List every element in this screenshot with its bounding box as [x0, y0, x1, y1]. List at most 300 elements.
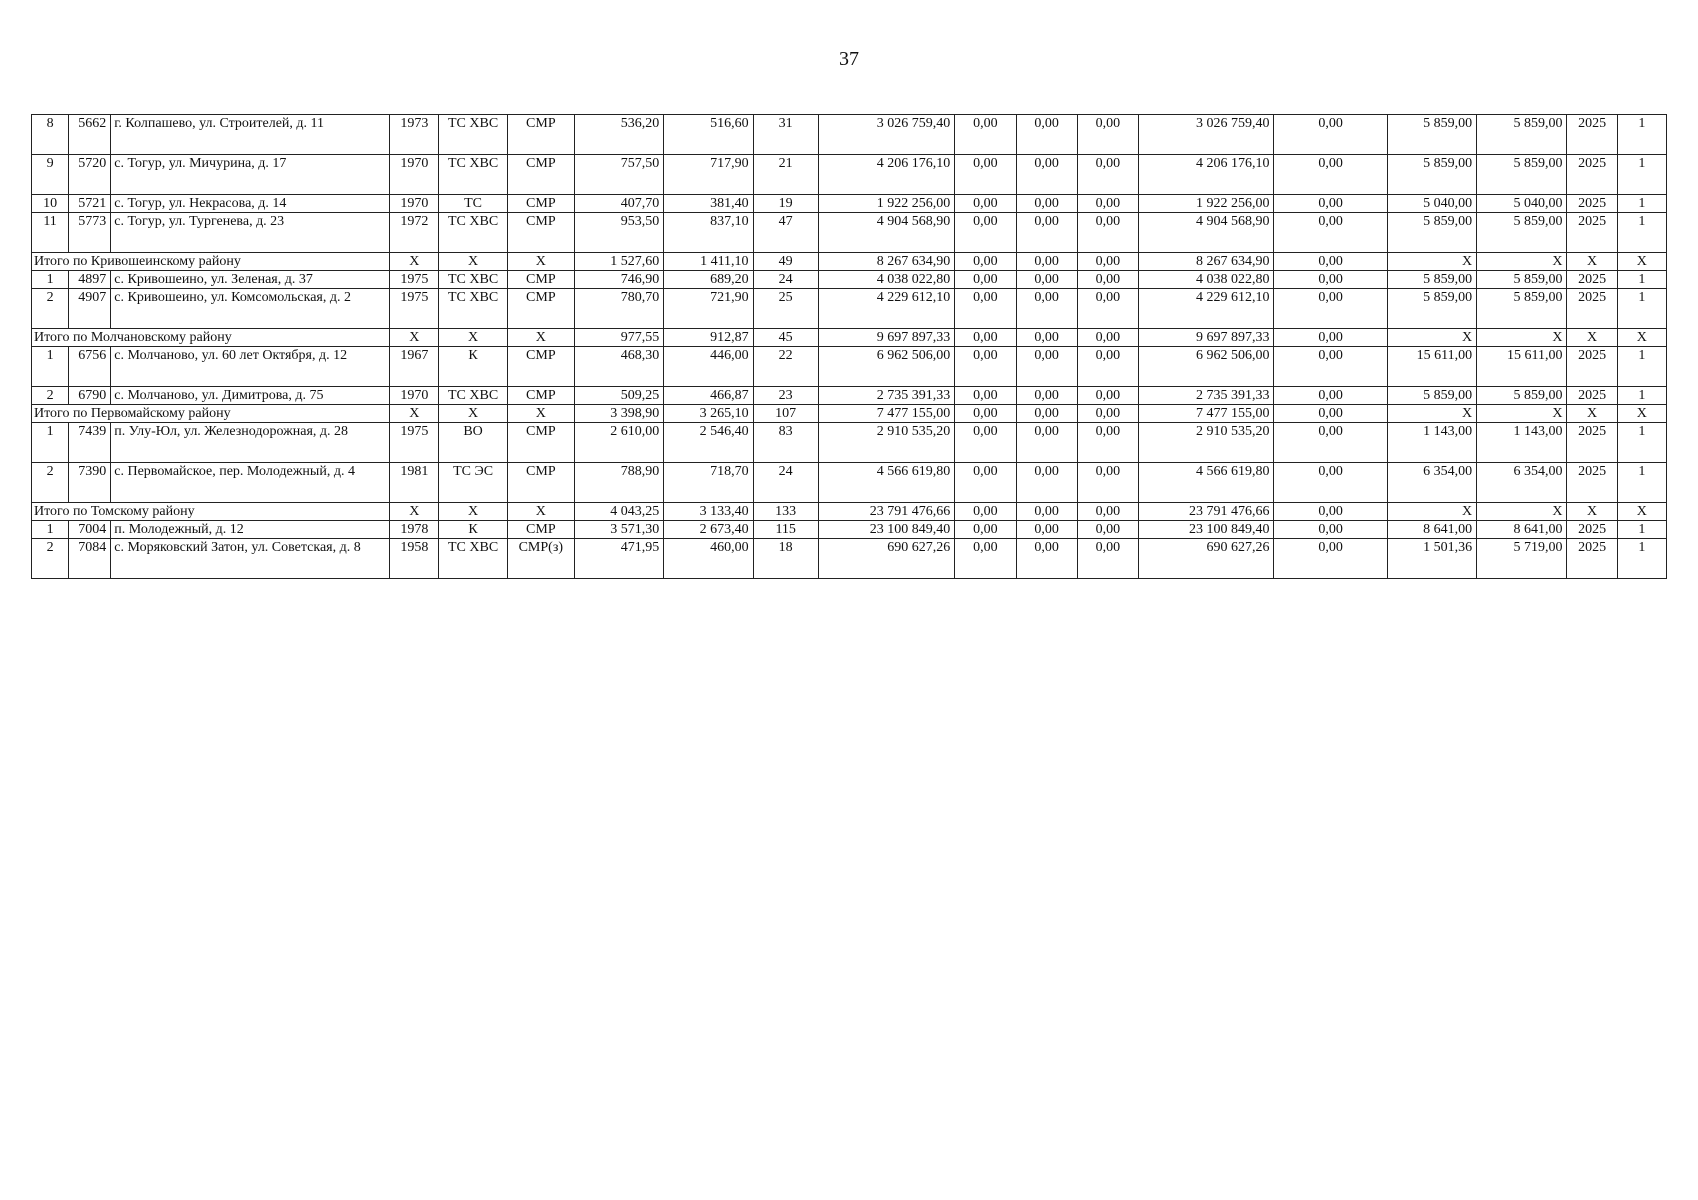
address-cell: п. Молодежный, д. 12	[111, 521, 390, 539]
local-budget-cell: 0,00	[1077, 521, 1138, 539]
federal-fund-cell: 0,00	[955, 271, 1016, 289]
system-cell: ТС ХВС	[439, 213, 507, 253]
year-cell: 1975	[390, 289, 439, 329]
system-cell: ТС ХВС	[439, 271, 507, 289]
other-funds-cell: 0,00	[1274, 503, 1387, 521]
unit-cost-limit-cell: 5 859,00	[1477, 387, 1567, 405]
work-type-cell: СМР	[507, 271, 574, 289]
unit-cost-limit-cell: X	[1477, 329, 1567, 347]
living-area-cell: 837,10	[664, 213, 753, 253]
residents-cell: 107	[753, 405, 818, 423]
building-id-cell: 7390	[69, 463, 111, 503]
row-number-cell: 11	[32, 213, 69, 253]
unit-cost-cell: X	[1387, 253, 1476, 271]
unit-cost-cell: 6 354,00	[1387, 463, 1476, 503]
unit-cost-cell: 5 040,00	[1387, 195, 1476, 213]
owners-funds-cell: 2 910 535,20	[1138, 423, 1273, 463]
local-budget-cell: 0,00	[1077, 115, 1138, 155]
owners-funds-cell: 23 100 849,40	[1138, 521, 1273, 539]
stage-cell: 1	[1617, 271, 1666, 289]
address-cell: с. Кривошеино, ул. Комсомольская, д. 2	[111, 289, 390, 329]
table-row	[32, 347, 1667, 387]
table-row	[32, 195, 1667, 213]
address-cell: с. Тогур, ул. Тургенева, д. 23	[111, 213, 390, 253]
stage-cell: X	[1617, 329, 1666, 347]
total-cost-cell: 2 910 535,20	[818, 423, 955, 463]
total-area-cell: 3 571,30	[574, 521, 663, 539]
unit-cost-cell: 5 859,00	[1387, 115, 1476, 155]
stage-cell: 1	[1617, 115, 1666, 155]
owners-funds-cell: 4 904 568,90	[1138, 213, 1273, 253]
owners-funds-cell: 690 627,26	[1138, 539, 1273, 579]
system-cell: ТС ХВС	[439, 115, 507, 155]
plan-year-cell: 2025	[1567, 213, 1617, 253]
other-funds-cell: 0,00	[1274, 115, 1387, 155]
year-cell: 1973	[390, 115, 439, 155]
residents-cell: 83	[753, 423, 818, 463]
unit-cost-cell: 15 611,00	[1387, 347, 1476, 387]
residents-cell: 23	[753, 387, 818, 405]
unit-cost-limit-cell: 8 641,00	[1477, 521, 1567, 539]
residents-cell: 31	[753, 115, 818, 155]
address-cell: п. Улу-Юл, ул. Железнодорожная, д. 28	[111, 423, 390, 463]
district-total-label: Итого по Молчановскому району	[32, 329, 390, 347]
work-type-cell: СМР	[507, 423, 574, 463]
residents-cell: 115	[753, 521, 818, 539]
living-area-cell: 718,70	[664, 463, 753, 503]
total-cost-cell: 6 962 506,00	[818, 347, 955, 387]
federal-fund-cell: 0,00	[955, 463, 1016, 503]
total-cost-cell: 690 627,26	[818, 539, 955, 579]
address-cell: с. Моряковский Затон, ул. Советская, д. 8	[111, 539, 390, 579]
federal-fund-cell: 0,00	[955, 289, 1016, 329]
year-cell: 1970	[390, 195, 439, 213]
year-cell: 1970	[390, 387, 439, 405]
work-type-cell: СМР(з)	[507, 539, 574, 579]
page-number: 37	[839, 48, 859, 70]
system-cell: ТС ХВС	[439, 539, 507, 579]
total-area-cell: 780,70	[574, 289, 663, 329]
unit-cost-cell: 5 859,00	[1387, 213, 1476, 253]
local-budget-cell: 0,00	[1077, 387, 1138, 405]
unit-cost-limit-cell: 5 859,00	[1477, 115, 1567, 155]
local-budget-cell: 0,00	[1077, 423, 1138, 463]
row-number-cell: 2	[32, 539, 69, 579]
total-cost-cell: 3 026 759,40	[818, 115, 955, 155]
local-budget-cell: 0,00	[1077, 347, 1138, 387]
building-id-cell: 4907	[69, 289, 111, 329]
plan-year-cell: 2025	[1567, 539, 1617, 579]
work-type-cell: СМР	[507, 155, 574, 195]
residents-cell: 45	[753, 329, 818, 347]
federal-fund-cell: 0,00	[955, 539, 1016, 579]
other-funds-cell: 0,00	[1274, 195, 1387, 213]
row-number-cell: 8	[32, 115, 69, 155]
other-funds-cell: 0,00	[1274, 405, 1387, 423]
unit-cost-limit-cell: 5 859,00	[1477, 155, 1567, 195]
local-budget-cell: 0,00	[1077, 289, 1138, 329]
federal-fund-cell: 0,00	[955, 423, 1016, 463]
plan-year-cell: 2025	[1567, 289, 1617, 329]
work-type-cell: СМР	[507, 521, 574, 539]
row-number-cell: 2	[32, 289, 69, 329]
total-area-cell: 2 610,00	[574, 423, 663, 463]
stage-cell: X	[1617, 253, 1666, 271]
regional-budget-cell: 0,00	[1016, 405, 1077, 423]
building-id-cell: 5662	[69, 115, 111, 155]
owners-funds-cell: 4 038 022,80	[1138, 271, 1273, 289]
row-number-cell: 1	[32, 271, 69, 289]
district-total-row	[32, 405, 1667, 423]
year-cell: 1981	[390, 463, 439, 503]
address-cell: с. Молчаново, ул. Димитрова, д. 75	[111, 387, 390, 405]
work-type-cell: СМР	[507, 289, 574, 329]
federal-fund-cell: 0,00	[955, 503, 1016, 521]
total-area-cell: 757,50	[574, 155, 663, 195]
table-row	[32, 387, 1667, 405]
local-budget-cell: 0,00	[1077, 463, 1138, 503]
unit-cost-cell: X	[1387, 329, 1476, 347]
year-cell: 1975	[390, 423, 439, 463]
federal-fund-cell: 0,00	[955, 155, 1016, 195]
total-cost-cell: 4 904 568,90	[818, 213, 955, 253]
regional-budget-cell: 0,00	[1016, 503, 1077, 521]
federal-fund-cell: 0,00	[955, 253, 1016, 271]
system-cell: К	[439, 347, 507, 387]
work-type-cell: СМР	[507, 387, 574, 405]
living-area-cell: 381,40	[664, 195, 753, 213]
stage-cell: 1	[1617, 539, 1666, 579]
plan-year-cell: 2025	[1567, 387, 1617, 405]
local-budget-cell: 0,00	[1077, 405, 1138, 423]
unit-cost-cell: 8 641,00	[1387, 521, 1476, 539]
local-budget-cell: 0,00	[1077, 539, 1138, 579]
plan-year-cell: X	[1567, 253, 1617, 271]
owners-funds-cell: 4 229 612,10	[1138, 289, 1273, 329]
plan-year-cell: 2025	[1567, 155, 1617, 195]
total-area-cell: 953,50	[574, 213, 663, 253]
living-area-cell: 460,00	[664, 539, 753, 579]
table-row	[32, 115, 1667, 155]
address-cell: г. Колпашево, ул. Строителей, д. 11	[111, 115, 390, 155]
unit-cost-cell: 1 143,00	[1387, 423, 1476, 463]
total-area-cell: 4 043,25	[574, 503, 663, 521]
work-type-cell: СМР	[507, 213, 574, 253]
other-funds-cell: 0,00	[1274, 387, 1387, 405]
capital-repair-register-table	[31, 114, 1667, 579]
table-row	[32, 539, 1667, 579]
unit-cost-cell: 5 859,00	[1387, 387, 1476, 405]
system-cell: ТС ХВС	[439, 387, 507, 405]
residents-cell: 18	[753, 539, 818, 579]
other-funds-cell: 0,00	[1274, 423, 1387, 463]
federal-fund-cell: 0,00	[955, 115, 1016, 155]
living-area-cell: 446,00	[664, 347, 753, 387]
total-area-cell: 1 527,60	[574, 253, 663, 271]
other-funds-cell: 0,00	[1274, 155, 1387, 195]
unit-cost-limit-cell: 15 611,00	[1477, 347, 1567, 387]
stage-cell: X	[1617, 405, 1666, 423]
district-total-row	[32, 253, 1667, 271]
year-cell: 1970	[390, 155, 439, 195]
total-area-cell: 536,20	[574, 115, 663, 155]
work-type-cell: X	[507, 503, 574, 521]
total-area-cell: 788,90	[574, 463, 663, 503]
residents-cell: 133	[753, 503, 818, 521]
row-number-cell: 2	[32, 387, 69, 405]
total-cost-cell: 9 697 897,33	[818, 329, 955, 347]
other-funds-cell: 0,00	[1274, 539, 1387, 579]
regional-budget-cell: 0,00	[1016, 347, 1077, 387]
work-type-cell: X	[507, 253, 574, 271]
owners-funds-cell: 7 477 155,00	[1138, 405, 1273, 423]
regional-budget-cell: 0,00	[1016, 271, 1077, 289]
table-row	[32, 289, 1667, 329]
total-cost-cell: 4 038 022,80	[818, 271, 955, 289]
total-cost-cell: 23 791 476,66	[818, 503, 955, 521]
living-area-cell: 2 673,40	[664, 521, 753, 539]
living-area-cell: 717,90	[664, 155, 753, 195]
local-budget-cell: 0,00	[1077, 195, 1138, 213]
system-cell: X	[439, 503, 507, 521]
living-area-cell: 2 546,40	[664, 423, 753, 463]
plan-year-cell: 2025	[1567, 271, 1617, 289]
living-area-cell: 1 411,10	[664, 253, 753, 271]
residents-cell: 22	[753, 347, 818, 387]
living-area-cell: 516,60	[664, 115, 753, 155]
unit-cost-limit-cell: 5 859,00	[1477, 289, 1567, 329]
plan-year-cell: 2025	[1567, 521, 1617, 539]
living-area-cell: 721,90	[664, 289, 753, 329]
total-area-cell: 746,90	[574, 271, 663, 289]
total-cost-cell: 4 229 612,10	[818, 289, 955, 329]
work-type-cell: СМР	[507, 347, 574, 387]
building-id-cell: 4897	[69, 271, 111, 289]
work-type-cell: СМР	[507, 463, 574, 503]
owners-funds-cell: 1 922 256,00	[1138, 195, 1273, 213]
address-cell: с. Кривошеино, ул. Зеленая, д. 37	[111, 271, 390, 289]
year-cell: 1972	[390, 213, 439, 253]
unit-cost-limit-cell: 1 143,00	[1477, 423, 1567, 463]
residents-cell: 24	[753, 271, 818, 289]
owners-funds-cell: 6 962 506,00	[1138, 347, 1273, 387]
regional-budget-cell: 0,00	[1016, 253, 1077, 271]
building-id-cell: 5720	[69, 155, 111, 195]
other-funds-cell: 0,00	[1274, 463, 1387, 503]
living-area-cell: 466,87	[664, 387, 753, 405]
other-funds-cell: 0,00	[1274, 347, 1387, 387]
district-total-row	[32, 329, 1667, 347]
system-cell: ТС ХВС	[439, 155, 507, 195]
system-cell: ТС	[439, 195, 507, 213]
unit-cost-limit-cell: 5 859,00	[1477, 271, 1567, 289]
regional-budget-cell: 0,00	[1016, 155, 1077, 195]
stage-cell: 1	[1617, 423, 1666, 463]
total-cost-cell: 4 566 619,80	[818, 463, 955, 503]
address-cell: с. Тогур, ул. Мичурина, д. 17	[111, 155, 390, 195]
regional-budget-cell: 0,00	[1016, 521, 1077, 539]
local-budget-cell: 0,00	[1077, 253, 1138, 271]
other-funds-cell: 0,00	[1274, 329, 1387, 347]
federal-fund-cell: 0,00	[955, 405, 1016, 423]
owners-funds-cell: 4 566 619,80	[1138, 463, 1273, 503]
federal-fund-cell: 0,00	[955, 521, 1016, 539]
year-cell: X	[390, 329, 439, 347]
other-funds-cell: 0,00	[1274, 253, 1387, 271]
system-cell: ТС ЭС	[439, 463, 507, 503]
owners-funds-cell: 4 206 176,10	[1138, 155, 1273, 195]
residents-cell: 47	[753, 213, 818, 253]
address-cell: с. Первомайское, пер. Молодежный, д. 4	[111, 463, 390, 503]
total-cost-cell: 7 477 155,00	[818, 405, 955, 423]
building-id-cell: 5773	[69, 213, 111, 253]
unit-cost-limit-cell: X	[1477, 503, 1567, 521]
table-row	[32, 521, 1667, 539]
residents-cell: 19	[753, 195, 818, 213]
work-type-cell: СМР	[507, 195, 574, 213]
plan-year-cell: 2025	[1567, 195, 1617, 213]
other-funds-cell: 0,00	[1274, 521, 1387, 539]
regional-budget-cell: 0,00	[1016, 115, 1077, 155]
owners-funds-cell: 2 735 391,33	[1138, 387, 1273, 405]
regional-budget-cell: 0,00	[1016, 463, 1077, 503]
residents-cell: 24	[753, 463, 818, 503]
unit-cost-limit-cell: 5 859,00	[1477, 213, 1567, 253]
stage-cell: 1	[1617, 387, 1666, 405]
address-cell: с. Тогур, ул. Некрасова, д. 14	[111, 195, 390, 213]
regional-budget-cell: 0,00	[1016, 539, 1077, 579]
residents-cell: 25	[753, 289, 818, 329]
row-number-cell: 1	[32, 521, 69, 539]
total-cost-cell: 8 267 634,90	[818, 253, 955, 271]
work-type-cell: X	[507, 405, 574, 423]
table-row	[32, 271, 1667, 289]
regional-budget-cell: 0,00	[1016, 195, 1077, 213]
regional-budget-cell: 0,00	[1016, 423, 1077, 463]
unit-cost-limit-cell: X	[1477, 405, 1567, 423]
unit-cost-limit-cell: 6 354,00	[1477, 463, 1567, 503]
work-type-cell: СМР	[507, 115, 574, 155]
unit-cost-cell: X	[1387, 405, 1476, 423]
system-cell: X	[439, 329, 507, 347]
living-area-cell: 689,20	[664, 271, 753, 289]
unit-cost-limit-cell: X	[1477, 253, 1567, 271]
total-cost-cell: 1 922 256,00	[818, 195, 955, 213]
local-budget-cell: 0,00	[1077, 213, 1138, 253]
unit-cost-limit-cell: 5 719,00	[1477, 539, 1567, 579]
federal-fund-cell: 0,00	[955, 347, 1016, 387]
unit-cost-cell: 1 501,36	[1387, 539, 1476, 579]
row-number-cell: 9	[32, 155, 69, 195]
owners-funds-cell: 9 697 897,33	[1138, 329, 1273, 347]
stage-cell: 1	[1617, 213, 1666, 253]
district-total-label: Итого по Томскому району	[32, 503, 390, 521]
residents-cell: 21	[753, 155, 818, 195]
year-cell: 1978	[390, 521, 439, 539]
other-funds-cell: 0,00	[1274, 213, 1387, 253]
plan-year-cell: X	[1567, 503, 1617, 521]
total-cost-cell: 2 735 391,33	[818, 387, 955, 405]
local-budget-cell: 0,00	[1077, 329, 1138, 347]
stage-cell: 1	[1617, 463, 1666, 503]
total-area-cell: 468,30	[574, 347, 663, 387]
plan-year-cell: X	[1567, 405, 1617, 423]
stage-cell: 1	[1617, 521, 1666, 539]
plan-year-cell: X	[1567, 329, 1617, 347]
address-cell: с. Молчаново, ул. 60 лет Октября, д. 12	[111, 347, 390, 387]
regional-budget-cell: 0,00	[1016, 329, 1077, 347]
row-number-cell: 1	[32, 423, 69, 463]
district-total-row	[32, 503, 1667, 521]
table-row	[32, 155, 1667, 195]
unit-cost-cell: 5 859,00	[1387, 289, 1476, 329]
unit-cost-cell: X	[1387, 503, 1476, 521]
total-area-cell: 407,70	[574, 195, 663, 213]
plan-year-cell: 2025	[1567, 423, 1617, 463]
federal-fund-cell: 0,00	[955, 213, 1016, 253]
district-total-label: Итого по Кривошеинскому району	[32, 253, 390, 271]
local-budget-cell: 0,00	[1077, 503, 1138, 521]
local-budget-cell: 0,00	[1077, 155, 1138, 195]
stage-cell: 1	[1617, 155, 1666, 195]
total-area-cell: 3 398,90	[574, 405, 663, 423]
year-cell: X	[390, 503, 439, 521]
building-id-cell: 6790	[69, 387, 111, 405]
owners-funds-cell: 8 267 634,90	[1138, 253, 1273, 271]
building-id-cell: 7439	[69, 423, 111, 463]
other-funds-cell: 0,00	[1274, 289, 1387, 329]
stage-cell: 1	[1617, 289, 1666, 329]
work-type-cell: X	[507, 329, 574, 347]
system-cell: X	[439, 253, 507, 271]
year-cell: 1958	[390, 539, 439, 579]
building-id-cell: 5721	[69, 195, 111, 213]
total-cost-cell: 23 100 849,40	[818, 521, 955, 539]
total-area-cell: 509,25	[574, 387, 663, 405]
plan-year-cell: 2025	[1567, 347, 1617, 387]
year-cell: X	[390, 405, 439, 423]
district-total-label: Итого по Первомайскому району	[32, 405, 390, 423]
building-id-cell: 6756	[69, 347, 111, 387]
year-cell: X	[390, 253, 439, 271]
unit-cost-cell: 5 859,00	[1387, 271, 1476, 289]
federal-fund-cell: 0,00	[955, 195, 1016, 213]
owners-funds-cell: 23 791 476,66	[1138, 503, 1273, 521]
living-area-cell: 3 265,10	[664, 405, 753, 423]
other-funds-cell: 0,00	[1274, 271, 1387, 289]
federal-fund-cell: 0,00	[955, 329, 1016, 347]
row-number-cell: 1	[32, 347, 69, 387]
owners-funds-cell: 3 026 759,40	[1138, 115, 1273, 155]
residents-cell: 49	[753, 253, 818, 271]
stage-cell: 1	[1617, 195, 1666, 213]
regional-budget-cell: 0,00	[1016, 387, 1077, 405]
total-cost-cell: 4 206 176,10	[818, 155, 955, 195]
stage-cell: 1	[1617, 347, 1666, 387]
system-cell: ВО	[439, 423, 507, 463]
unit-cost-limit-cell: 5 040,00	[1477, 195, 1567, 213]
regional-budget-cell: 0,00	[1016, 213, 1077, 253]
system-cell: ТС ХВС	[439, 289, 507, 329]
table-row	[32, 463, 1667, 503]
unit-cost-cell: 5 859,00	[1387, 155, 1476, 195]
building-id-cell: 7004	[69, 521, 111, 539]
building-id-cell: 7084	[69, 539, 111, 579]
total-area-cell: 471,95	[574, 539, 663, 579]
table-row	[32, 213, 1667, 253]
federal-fund-cell: 0,00	[955, 387, 1016, 405]
year-cell: 1967	[390, 347, 439, 387]
